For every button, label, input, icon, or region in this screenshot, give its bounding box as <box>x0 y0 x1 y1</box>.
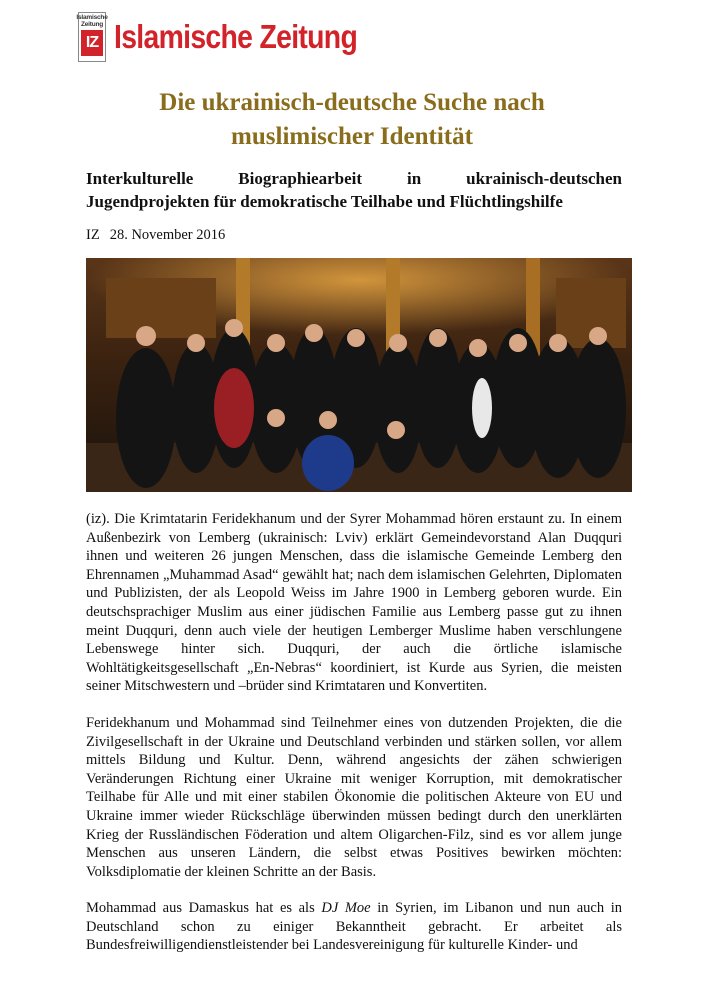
masthead <box>78 10 397 64</box>
logo-small-text-2: Zeitung <box>80 21 104 28</box>
brand-wordmark[interactable]: Islamische Zeitung <box>114 18 358 55</box>
byline-date: 28. November 2016 <box>109 227 226 243</box>
paragraph-3-start: Mohammad aus Damaskus hat es als <box>86 900 322 917</box>
byline-author: IZ <box>86 227 100 243</box>
dj-moe-name: DJ Moe <box>321 900 371 917</box>
paragraph-2: Feridekhanum und Mohammad sind Teilnehmer eines von dutzenden Projekten, die die Zivilgesellschaft in der Ukraine und Deutschland verbinden und stärken sollen, vor allem mittels Bildung und Kultur. Denn, während angesichts der zähen schwierigen Veränderungen Richtung einer Ukraine mit weniger Korruption, mit demokratischer Teilhabe für Alle und mit einer stabilen Ökonomie die politischen Akteure von EU und Ukraine immer wieder Rückschläge überwinden müssen bedingt durch den unerklärten Krieg der Russländischen Föderation und altem Oligarchen-Filz, sind es vor allem junge Menschen aus unseren Ländern, die selbst etwas Positives bewirken möchten: Volksdiplomatie der kleinen Schritte an der Basis. <box>86 714 622 880</box>
paragraph-1: (iz). Die Krimtatarin Feridekhanum und der Syrer Mohammad hören erstaunt zu. In einem Außenbezirk von Lemberg (ukrainisch: Lviv) erklärt Gemeindevorstand Alan Duqquri ihnen und weiteren 26 jungen Menschen, dass die islamische Gemeinde Lemberg den Ehrennamen „Muhammad Asad“ gewählt hat; nach dem islamischen Gelehrten, Diplomaten und Publizisten, der als Leopold Weiss im Jahre 1900 in Lemberg geboren wurde. Ein deutschsprachiger Muslim aus einer jüdischen Familie aus Lemberg passe gut zu ihnen meint Duqquri, denn auch viele der heutigen Lemberger Muslime haben verschlungene Lebenswege hinter sich. Duqquri, der auch die örtliche islamische Wohltätigkeitsgesellschaft „En-Nebras“ koordiniert, ist Kurde aus Syrien, die meisten seiner Mitschwestern und –brüder sind Krimtataren und Konvertiten. <box>86 511 622 695</box>
byline <box>86 227 225 244</box>
headline-line-1: Die ukrainisch-deutsche Suche nach <box>159 89 545 116</box>
group-photo-image <box>86 258 632 492</box>
logo-monogram: IZ <box>81 30 103 56</box>
article-body <box>86 510 622 973</box>
article-subheadline: Interkulturelle Biographiearbeit in ukrainisch-deutschen Jugendprojekten für demokratische Teilhabe und Flüchtlingshilfe <box>86 169 622 211</box>
iz-logo[interactable] <box>78 12 106 62</box>
paragraph-3-end: in Syrien, im Libanon und nun auch in Deutschland schon zu einiger Bekanntheit gebracht. Er arbeitet als Bundesfreiwilligendienstleistender bei Landesvereinigung für kulturelle Kinder- und <box>86 900 622 954</box>
article-photo <box>86 258 632 492</box>
article-headline <box>60 86 644 154</box>
logo-small-text-1: Islamische <box>76 14 108 21</box>
paragraph-3 <box>86 899 622 955</box>
headline-line-2: muslimischer Identität <box>231 123 473 150</box>
